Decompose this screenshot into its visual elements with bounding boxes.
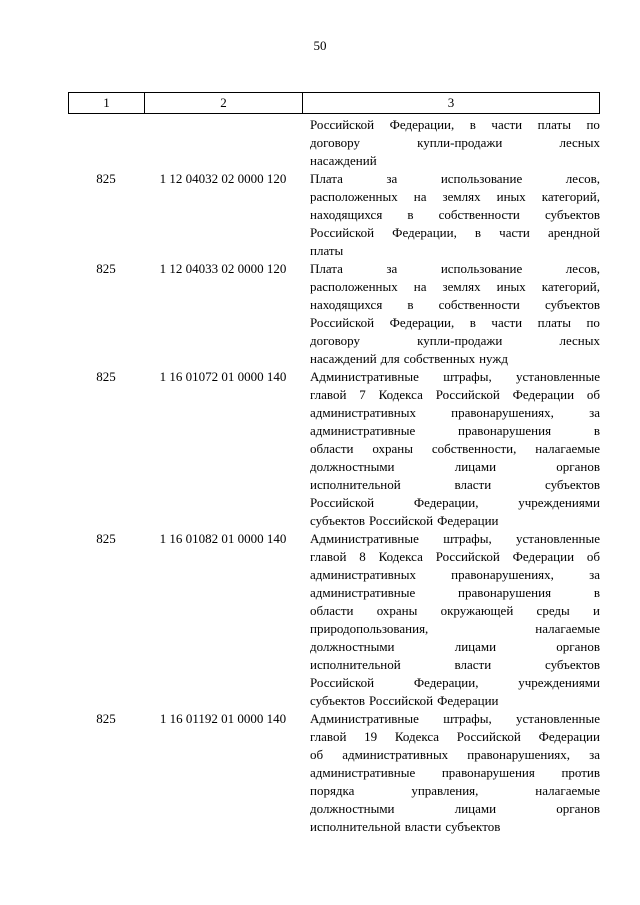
word: субъектов [310, 693, 366, 708]
word: в [593, 585, 600, 600]
description-cell [302, 710, 600, 836]
word: налагаемые [535, 621, 600, 636]
word: органов [556, 801, 600, 816]
description-line [310, 530, 600, 548]
word: лицами [454, 801, 497, 816]
table-row [68, 170, 600, 260]
word: иных [496, 279, 526, 294]
word: расположенных [310, 189, 398, 204]
word: землях [442, 189, 481, 204]
description-line [310, 800, 600, 818]
word: субъектов [544, 297, 600, 312]
word: Российской [435, 549, 500, 564]
description-line [310, 710, 600, 728]
description-line [310, 206, 600, 224]
word: части [491, 117, 523, 132]
word: власти [404, 819, 442, 834]
word: главой [310, 387, 347, 402]
word: правонарушения [441, 765, 535, 780]
word: собственных [403, 351, 476, 366]
word: природопользования, [310, 621, 429, 636]
word: установленные [516, 711, 600, 726]
word: по [586, 117, 600, 132]
word: арендной [547, 225, 600, 240]
word: за [386, 171, 398, 186]
description-line [310, 458, 600, 476]
word: собственности [438, 207, 520, 222]
word: насаждений [310, 351, 377, 366]
word: и [593, 603, 600, 618]
word: расположенных [310, 279, 398, 294]
word: платы [537, 117, 571, 132]
word: Кодекса [394, 729, 440, 744]
description-line [310, 422, 600, 440]
word: платы [310, 243, 344, 258]
word: субъектов [445, 819, 501, 834]
word: Административные [310, 531, 419, 546]
word: Федерации [437, 513, 499, 528]
word: Российской [310, 225, 375, 240]
admin-code-cell: 825 [96, 711, 116, 726]
word: в [469, 315, 476, 330]
table-body [68, 116, 600, 836]
description-line [310, 602, 600, 620]
description-line [310, 224, 600, 242]
description-line [310, 728, 600, 746]
description-line [310, 818, 600, 836]
description-line [310, 152, 600, 170]
word: порядка [310, 783, 355, 798]
revenue-code-cell: 1 12 04033 02 0000 120 [159, 261, 287, 276]
word: правонарушениях, [451, 405, 554, 420]
description-line [310, 116, 600, 134]
description-line [310, 368, 600, 386]
description-cell [302, 368, 600, 530]
description-line [310, 260, 600, 278]
description-line [310, 170, 600, 188]
word: области [310, 441, 354, 456]
word: должностными [310, 639, 395, 654]
word: 7 [359, 387, 366, 402]
table-row [68, 530, 600, 710]
description-line [310, 296, 600, 314]
word: купли-продажи [417, 333, 503, 348]
word: главой [310, 729, 347, 744]
description-line [310, 350, 600, 368]
word: по [586, 315, 600, 330]
page-number: 50 [313, 38, 327, 53]
admin-code-cell: 825 [96, 531, 116, 546]
revenue-code-cell: 1 16 01082 01 0000 140 [159, 531, 287, 546]
word: иных [496, 189, 526, 204]
word: за [589, 405, 600, 420]
description-line [310, 674, 600, 692]
word: за [589, 567, 600, 582]
description-line [310, 404, 600, 422]
description-line [310, 440, 600, 458]
word: Плата [310, 261, 343, 276]
description-line [310, 476, 600, 494]
word: Кодекса [378, 549, 423, 564]
word: исполнительной [310, 657, 401, 672]
description-line [310, 746, 600, 764]
word: Российской [369, 693, 434, 708]
revenue-code-cell: 1 12 04032 02 0000 120 [159, 171, 287, 186]
header-col-1: 1 [69, 93, 145, 113]
word: среды [536, 603, 570, 618]
word: административных [310, 567, 416, 582]
word: Федерации [437, 693, 499, 708]
word: Российской [310, 315, 375, 330]
admin-code-cell: 825 [96, 171, 116, 186]
description-line [310, 386, 600, 404]
table-row [68, 368, 600, 530]
header-col-3: 3 [447, 95, 455, 110]
word: Российской [456, 729, 521, 744]
description-line [310, 314, 600, 332]
word: области [310, 603, 354, 618]
word: Федерации, [392, 225, 457, 240]
word: Российской [369, 513, 434, 528]
description-line [310, 134, 600, 152]
word: об [586, 387, 600, 402]
description-cell [302, 116, 600, 170]
word: землях [442, 279, 481, 294]
description-line [310, 188, 600, 206]
description-cell [302, 170, 600, 260]
word: насаждений [310, 153, 377, 168]
description-line [310, 656, 600, 674]
word: учреждениями [518, 495, 600, 510]
description-line [310, 242, 600, 260]
word: в [469, 117, 476, 132]
word: Федерации [538, 729, 600, 744]
word: части [499, 225, 530, 240]
description-line [310, 566, 600, 584]
word: Административные [310, 369, 419, 384]
word: против [561, 765, 600, 780]
word: органов [556, 459, 600, 474]
word: правонарушения [458, 423, 552, 438]
word: штрафы, [443, 711, 492, 726]
word: собственности [438, 297, 520, 312]
word: административные [310, 585, 416, 600]
word: нужд [479, 351, 508, 366]
word: правонарушениях, [451, 567, 554, 582]
word: на [413, 279, 427, 294]
word: договору [310, 135, 361, 150]
word: исполнительной [310, 819, 401, 834]
word: власти [454, 657, 492, 672]
word: 19 [364, 729, 378, 744]
word: в [474, 225, 482, 240]
word: 8 [359, 549, 366, 564]
word: штрафы, [443, 531, 492, 546]
word: штрафы, [443, 369, 492, 384]
word: в [407, 297, 414, 312]
description-line [310, 764, 600, 782]
description-line [310, 584, 600, 602]
word: налагаемые [535, 441, 600, 456]
description-line [310, 332, 600, 350]
word: за [386, 261, 398, 276]
description-line [310, 512, 600, 530]
table-row [68, 116, 600, 170]
word: лесов, [565, 261, 600, 276]
word: субъектов [310, 513, 366, 528]
description-line [310, 278, 600, 296]
word: правонарушения [458, 585, 552, 600]
description-line [310, 692, 600, 710]
word: Российской [310, 117, 375, 132]
word: лицами [454, 459, 497, 474]
word: категорий, [541, 279, 600, 294]
word: налагаемые [535, 783, 600, 798]
revenue-code-cell: 1 16 01072 01 0000 140 [159, 369, 287, 384]
revenue-code-cell: 1 16 01192 01 0000 140 [159, 711, 287, 726]
word: Федерации, [413, 495, 479, 510]
table-row [68, 260, 600, 368]
description-line [310, 620, 600, 638]
word: лесных [559, 135, 600, 150]
header-col-2: 2 [145, 93, 303, 113]
word: части [491, 315, 523, 330]
table-row [68, 710, 600, 836]
word: договору [310, 333, 361, 348]
description-cell [302, 530, 600, 710]
word: Федерации, [413, 675, 479, 690]
word: Федерации [512, 387, 575, 402]
word: Федерации [512, 549, 575, 564]
word: охраны [372, 441, 413, 456]
word: исполнительной [310, 477, 401, 492]
word: лесных [559, 333, 600, 348]
word: управления, [411, 783, 479, 798]
word: субъектов [544, 207, 600, 222]
word: правонарушениях, [467, 747, 571, 762]
word: административных [310, 405, 416, 420]
word: власти [454, 477, 492, 492]
word: Российской [310, 675, 375, 690]
word: должностными [310, 459, 395, 474]
word: Кодекса [378, 387, 423, 402]
word: платы [537, 315, 571, 330]
word: административные [310, 423, 416, 438]
word: Плата [310, 171, 343, 186]
description-cell [302, 260, 600, 368]
word: охраны [376, 603, 418, 618]
word: купли-продажи [417, 135, 503, 150]
word: об [310, 747, 324, 762]
word: Административные [310, 711, 419, 726]
description-line [310, 494, 600, 512]
word: об [586, 549, 600, 564]
word: должностными [310, 801, 395, 816]
word: в [593, 423, 600, 438]
word: использование [440, 171, 523, 186]
word: установленные [516, 369, 600, 384]
word: окружающей [440, 603, 514, 618]
word: категорий, [541, 189, 600, 204]
table-header [68, 92, 600, 114]
word: использование [440, 261, 523, 276]
word: учреждениями [518, 675, 600, 690]
word: административных [342, 747, 449, 762]
word: субъектов [544, 477, 600, 492]
word: субъектов [544, 657, 600, 672]
word: административные [310, 765, 416, 780]
word: лесов, [565, 171, 600, 186]
word: собственности, [431, 441, 517, 456]
word: находящихся [310, 207, 383, 222]
word: на [413, 189, 427, 204]
word: Федерации, [389, 117, 455, 132]
word: Российской [435, 387, 500, 402]
word: органов [556, 639, 600, 654]
word: главой [310, 549, 347, 564]
word: за [589, 747, 600, 762]
word: для [380, 351, 400, 366]
word: Российской [310, 495, 375, 510]
admin-code-cell: 825 [96, 369, 116, 384]
word: в [407, 207, 414, 222]
word: Федерации, [389, 315, 455, 330]
word: находящихся [310, 297, 383, 312]
description-line [310, 638, 600, 656]
description-line [310, 782, 600, 800]
description-line [310, 548, 600, 566]
word: лицами [454, 639, 497, 654]
word: установленные [516, 531, 600, 546]
admin-code-cell: 825 [96, 261, 116, 276]
